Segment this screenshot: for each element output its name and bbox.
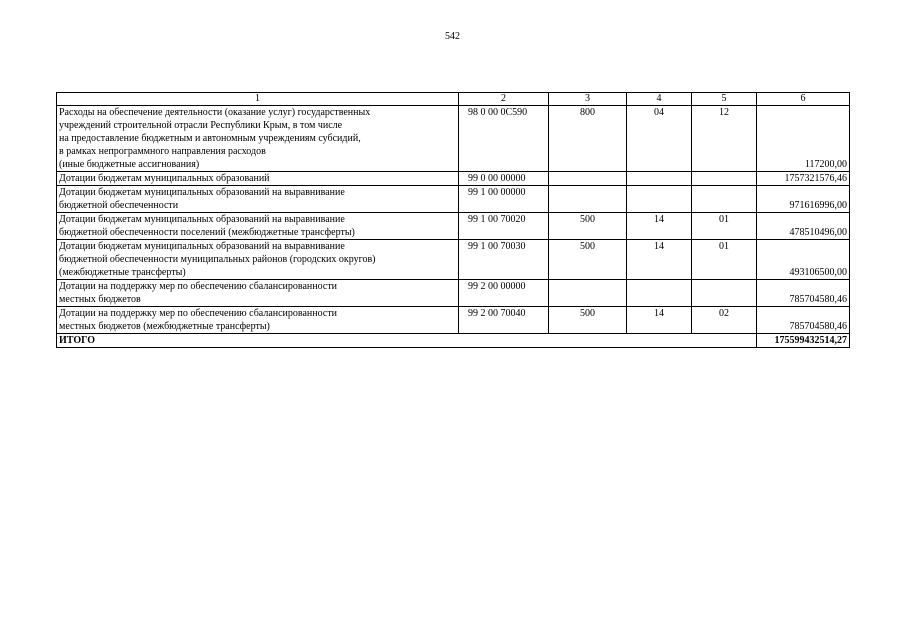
total-label: ИТОГО — [57, 334, 757, 348]
table-row — [57, 213, 850, 240]
table-row — [57, 106, 850, 172]
row-description — [57, 106, 459, 172]
description-line: Дотации на поддержку мер по обеспечению сбалансированности — [59, 308, 338, 319]
row-code: 99 1 00 70020 — [459, 213, 549, 240]
row-col4: 14 — [627, 307, 692, 334]
column-header: 6 — [757, 93, 850, 106]
table-row — [57, 280, 850, 307]
table-row — [57, 172, 850, 186]
description-line: местных бюджетов (межбюджетные трансферты) — [59, 321, 270, 332]
row-code: 99 2 00 70040 — [459, 307, 549, 334]
total-row — [57, 334, 850, 348]
row-col4: 14 — [627, 213, 692, 240]
page-number: 542 — [445, 31, 460, 42]
column-header: 5 — [692, 93, 757, 106]
description-line: местных бюджетов — [59, 294, 141, 305]
description-line: учреждений строительной отрасли Республики Крым, в том числе — [59, 120, 343, 131]
description-line: бюджетной обеспеченности муниципальных районов (городских округов) — [59, 254, 376, 265]
row-col5 — [692, 280, 757, 307]
row-col4 — [627, 186, 692, 213]
description-line: (межбюджетные трансферты) — [59, 267, 186, 278]
row-col4: 14 — [627, 240, 692, 280]
row-description — [57, 307, 459, 334]
table-row — [57, 240, 850, 280]
row-code: 99 0 00 00000 — [459, 172, 549, 186]
column-header: 4 — [627, 93, 692, 106]
description-line: Дотации бюджетам муниципальных образований — [59, 173, 270, 184]
row-code: 99 2 00 00000 — [459, 280, 549, 307]
row-col3: 800 — [549, 106, 627, 172]
row-col4 — [627, 172, 692, 186]
row-col5: 01 — [692, 240, 757, 280]
row-description — [57, 172, 459, 186]
row-code: 99 1 00 00000 — [459, 186, 549, 213]
row-amount: 785704580,46 — [757, 307, 850, 334]
row-code: 99 1 00 70030 — [459, 240, 549, 280]
column-header: 2 — [459, 93, 549, 106]
row-description — [57, 186, 459, 213]
description-line: Расходы на обеспечение деятельности (оказание услуг) государственных — [59, 107, 371, 118]
row-col3 — [549, 172, 627, 186]
row-col3: 500 — [549, 240, 627, 280]
row-code: 98 0 00 0С590 — [459, 106, 549, 172]
row-amount: 971616996,00 — [757, 186, 850, 213]
description-line: Дотации на поддержку мер по обеспечению сбалансированности — [59, 281, 338, 292]
description-line: бюджетной обеспеченности — [59, 200, 179, 211]
column-header: 1 — [57, 93, 459, 106]
budget-table — [56, 92, 850, 348]
row-col4: 04 — [627, 106, 692, 172]
row-description — [57, 240, 459, 280]
description-line: на предоставление бюджетным и автономным учреждениям субсидий, — [59, 133, 361, 144]
row-amount: 493106500,00 — [757, 240, 850, 280]
row-amount: 117200,00 — [757, 106, 850, 172]
row-col3 — [549, 186, 627, 213]
row-description — [57, 213, 459, 240]
row-amount: 785704580,46 — [757, 280, 850, 307]
table-row — [57, 307, 850, 334]
total-amount: 175599432514,27 — [757, 334, 850, 348]
description-line: (иные бюджетные ассигнования) — [59, 159, 200, 170]
description-line: в рамках непрограммного направления расходов — [59, 146, 266, 157]
table-header-row — [57, 93, 850, 106]
column-header: 3 — [549, 93, 627, 106]
row-col3: 500 — [549, 213, 627, 240]
row-col5: 12 — [692, 106, 757, 172]
row-col3: 500 — [549, 307, 627, 334]
table-row — [57, 186, 850, 213]
row-col5 — [692, 172, 757, 186]
row-amount: 1757321576,46 — [757, 172, 850, 186]
row-col5: 01 — [692, 213, 757, 240]
row-description — [57, 280, 459, 307]
row-col3 — [549, 280, 627, 307]
description-line: Дотации бюджетам муниципальных образований на выравнивание — [59, 187, 345, 198]
row-col5: 02 — [692, 307, 757, 334]
description-line: Дотации бюджетам муниципальных образований на выравнивание — [59, 214, 345, 225]
description-line: бюджетной обеспеченности поселений (межбюджетные трансферты) — [59, 227, 355, 238]
row-col5 — [692, 186, 757, 213]
row-amount: 478510496,00 — [757, 213, 850, 240]
description-line: Дотации бюджетам муниципальных образований на выравнивание — [59, 241, 345, 252]
row-col4 — [627, 280, 692, 307]
